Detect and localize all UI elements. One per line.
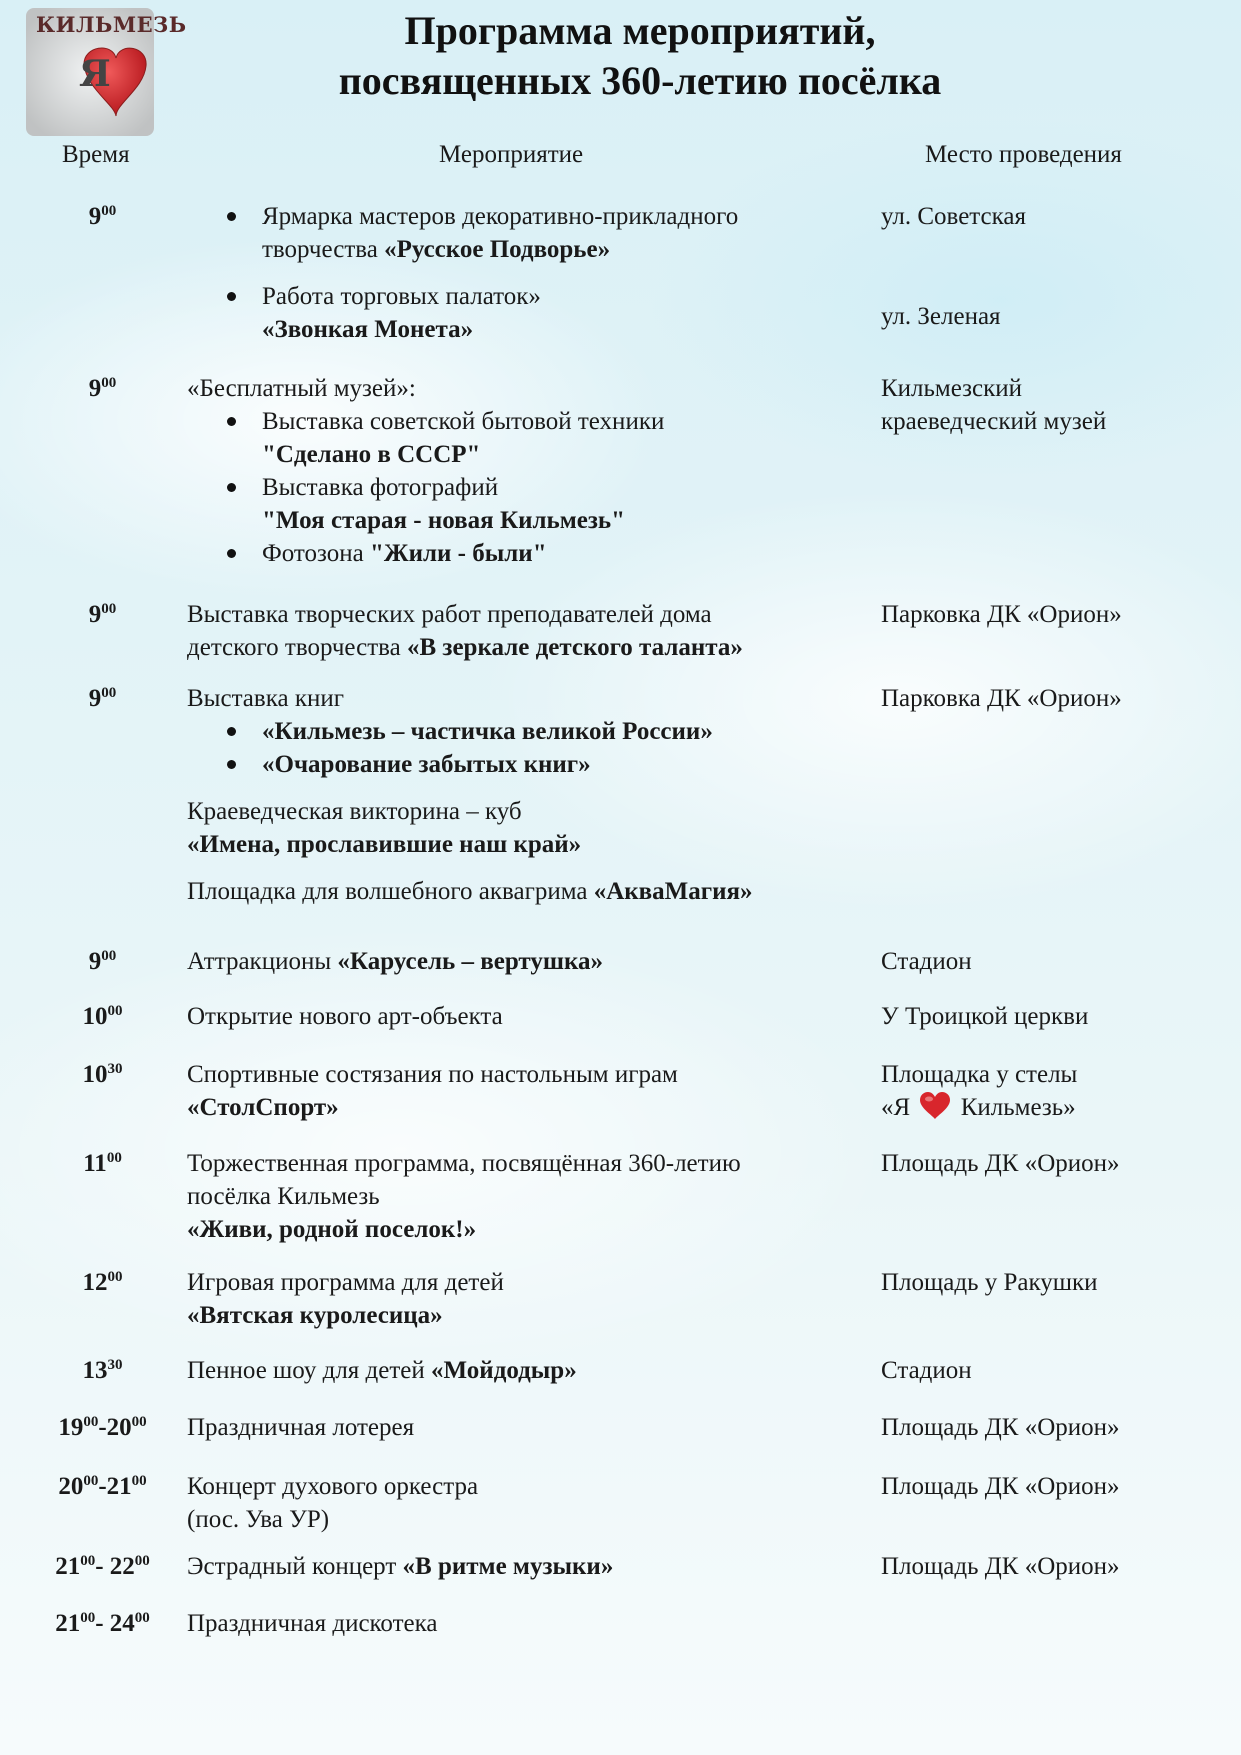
logo-letter: Я: [79, 53, 111, 95]
row-time: $9^{00}$: [88, 203, 117, 230]
row-time: $21^{00}-$ $24^{00}$: [55, 1610, 150, 1637]
row-event: Открытие нового арт-объекта: [187, 1003, 503, 1030]
row-event: Игровая программа для детей «Вятская куролесица»: [187, 1269, 504, 1329]
row-event: [187, 200, 857, 346]
header-event: Мероприятие: [439, 141, 584, 168]
row-time: $9^{00}$: [88, 375, 117, 402]
row-place: Площадь ДК «Орион»: [881, 1473, 1120, 1500]
row-place: Кильмезский краеведческий музей: [881, 375, 1107, 435]
row-place: Площадь ДК «Орион»: [881, 1150, 1120, 1177]
row-event: Концерт духового оркестра (пос. Ува УР): [187, 1473, 479, 1533]
title-line-2: посвященных 360-летию посёлка: [338, 58, 942, 103]
row-time: $9^{00}$: [88, 685, 117, 712]
heart-icon: [918, 1091, 952, 1121]
row-place: Площадка у стелы «Я Кильмезь»: [881, 1061, 1078, 1121]
list-item: «Очарование забытых книг»: [187, 748, 857, 781]
row-event: «Бесплатный музей»: Выставка советской бытовой техники "Сделано в СССР" Выставка фотографий "Моя старая - новая Кильмезь" Фотозона "Жили - были": [187, 372, 857, 570]
row-time: $19^{00}-20^{00}$: [58, 1414, 147, 1441]
row-time: $13^{30}$: [82, 1357, 123, 1384]
row-time: $12^{00}$: [82, 1269, 123, 1296]
row-event: Аттракционы «Карусель – вертушка»: [187, 948, 603, 975]
row-place: Площадь у Ракушки: [881, 1269, 1098, 1296]
kilmez-logo: [24, 6, 187, 146]
row-event: Праздничная дискотека: [187, 1610, 438, 1637]
row-place: Парковка ДК «Орион»: [881, 685, 1122, 712]
row-time: $10^{00}$: [82, 1003, 123, 1030]
list-item: Ярмарка мастеров декоративно-прикладного творчества «Русское Подворье»: [187, 200, 857, 266]
page-title: [300, 6, 980, 106]
row-event: Выставка книг «Кильмезь – частичка великой России» «Очарование забытых книг» Краеведческая викторина – куб «Имена, прославившие наш край» Площадка для волшебного аквагрима «АкваМагия»: [187, 682, 857, 908]
row-place: Площадь ДК «Орион»: [881, 1414, 1120, 1441]
list-item: Выставка фотографий "Моя старая - новая Кильмезь": [187, 471, 857, 537]
row-place: Стадион: [881, 948, 972, 975]
list-item: Выставка советской бытовой техники "Сделано в СССР": [187, 405, 857, 471]
row-time: $20^{00}-21^{00}$: [58, 1473, 147, 1500]
list-item: Работа торговых палаток» «Звонкая Монета»: [187, 280, 857, 346]
row-time: $10^{30}$: [82, 1061, 123, 1088]
row-event: Эстрадный концерт «В ритме музыки»: [187, 1553, 614, 1580]
header-place: Место проведения: [925, 141, 1122, 168]
row-place: У Троицкой церкви: [881, 1003, 1089, 1030]
row-place: Стадион: [881, 1357, 972, 1384]
logo-text: КИЛЬМЕЗЬ: [36, 12, 187, 37]
row-time: $21^{00}-$ $22^{00}$: [55, 1553, 150, 1580]
header-time: Время: [62, 141, 130, 168]
row-event: Торжественная программа, посвящённая 360-летию посёлка Кильмезь «Живи, родной поселок!»: [187, 1150, 741, 1243]
row-event: Спортивные состязания по настольным играм «СтолСпорт»: [187, 1061, 678, 1121]
row-event: Пенное шоу для детей «Мойдодыр»: [187, 1357, 577, 1384]
list-item: «Кильмезь – частичка великой России»: [187, 715, 857, 748]
row-event: Выставка творческих работ преподавателей дома детского творчества «В зеркале детского таланта»: [187, 601, 743, 661]
list-item: Фотозона "Жили - были": [187, 537, 857, 570]
row-time: $9^{00}$: [88, 948, 117, 975]
row-event: Праздничная лотерея: [187, 1414, 415, 1441]
row-place: Площадь ДК «Орион»: [881, 1553, 1120, 1580]
row-place: Парковка ДК «Орион»: [881, 601, 1122, 628]
row-time: $11^{00}$: [83, 1150, 122, 1177]
row-time: $9^{00}$: [88, 601, 117, 628]
row-place: ул. Советская ул. Зеленая: [881, 203, 1026, 330]
title-line-1: Программа мероприятий,: [404, 8, 876, 53]
